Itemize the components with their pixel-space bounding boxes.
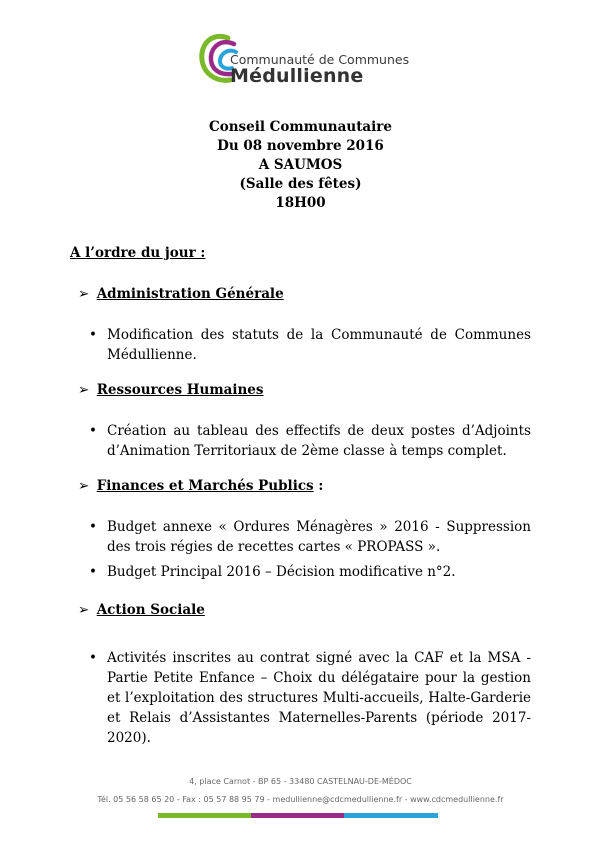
section-title: Finances et Marchés Publics	[96, 478, 314, 494]
list-item-text: Activités inscrites au contrat signé avec la CAF et la MSA - Partie Petite Enfance – Choix du délégataire pour la gestion et l’exploitation des structures Multi-accueils, Halte-Garderie et Relais d’Assistantes Maternelles-Parents (période 2017-2020).	[107, 650, 531, 746]
section-heading-ressources-humaines	[78, 382, 264, 398]
logo-line-1: Communauté de Communes	[230, 52, 410, 67]
list-item	[89, 517, 531, 557]
logo-line-2: Médullienne	[230, 65, 364, 87]
arrow-bullet-icon: ➢	[78, 602, 90, 618]
header-title: Conseil Communautaire	[208, 119, 393, 135]
footer-color-bar-purple	[251, 813, 344, 818]
agenda-title: A l’ordre du jour :	[70, 245, 206, 261]
list-item-text: Budget annexe « Ordures Ménagères » 2016 - Suppression des trois régies de recettes cartes « PROPASS ».	[107, 519, 531, 555]
header-date: Du 08 novembre 2016	[217, 138, 384, 154]
list-item-text: Création au tableau des effectifs de deux postes d’Adjoints d’Animation Territoriaux de 2ème classe à temps complet.	[107, 423, 531, 459]
section-heading-administration	[78, 286, 284, 302]
section-title: Ressources Humaines	[96, 382, 264, 398]
header-time: 18H00	[275, 195, 326, 211]
bullet-dot-icon: •	[89, 423, 97, 439]
footer-color-bar-green	[158, 813, 251, 818]
header-place: A SAUMOS	[258, 157, 343, 173]
list-item-text: Budget Principal 2016 – Décision modificative n°2.	[107, 564, 456, 580]
footer-address: 4, place Carnot - BP 65 - 33480 CASTELNAU-DE-MÉDOC	[189, 777, 412, 786]
list-item-text: Modification des statuts de la Communauté de Communes Médullienne.	[107, 327, 531, 363]
meeting-header	[0, 118, 601, 213]
bullet-dot-icon: •	[89, 650, 97, 666]
list-item	[89, 562, 531, 582]
list-item	[89, 325, 531, 365]
list-item	[89, 421, 531, 461]
section-heading-finances	[78, 478, 323, 494]
arrow-bullet-icon: ➢	[78, 286, 90, 302]
bullet-dot-icon: •	[89, 327, 97, 343]
bullet-dot-icon: •	[89, 564, 97, 580]
footer-color-bar-blue	[344, 813, 438, 818]
section-suffix: :	[313, 478, 324, 494]
section-heading-action-sociale	[78, 602, 205, 618]
section-title: Action Sociale	[96, 602, 205, 618]
list-item	[89, 648, 531, 748]
arrow-bullet-icon: ➢	[78, 478, 90, 494]
logo	[198, 30, 408, 92]
section-title: Administration Générale	[96, 286, 284, 302]
bullet-dot-icon: •	[89, 519, 97, 535]
arrow-bullet-icon: ➢	[78, 382, 90, 398]
header-venue: (Salle des fêtes)	[239, 176, 362, 192]
footer-contact: Tél. 05 56 58 65 20 - Fax : 05 57 88 95 79 - medullienne@cdcmedullienne.fr - www.cdcmedullienne.fr	[97, 795, 504, 804]
